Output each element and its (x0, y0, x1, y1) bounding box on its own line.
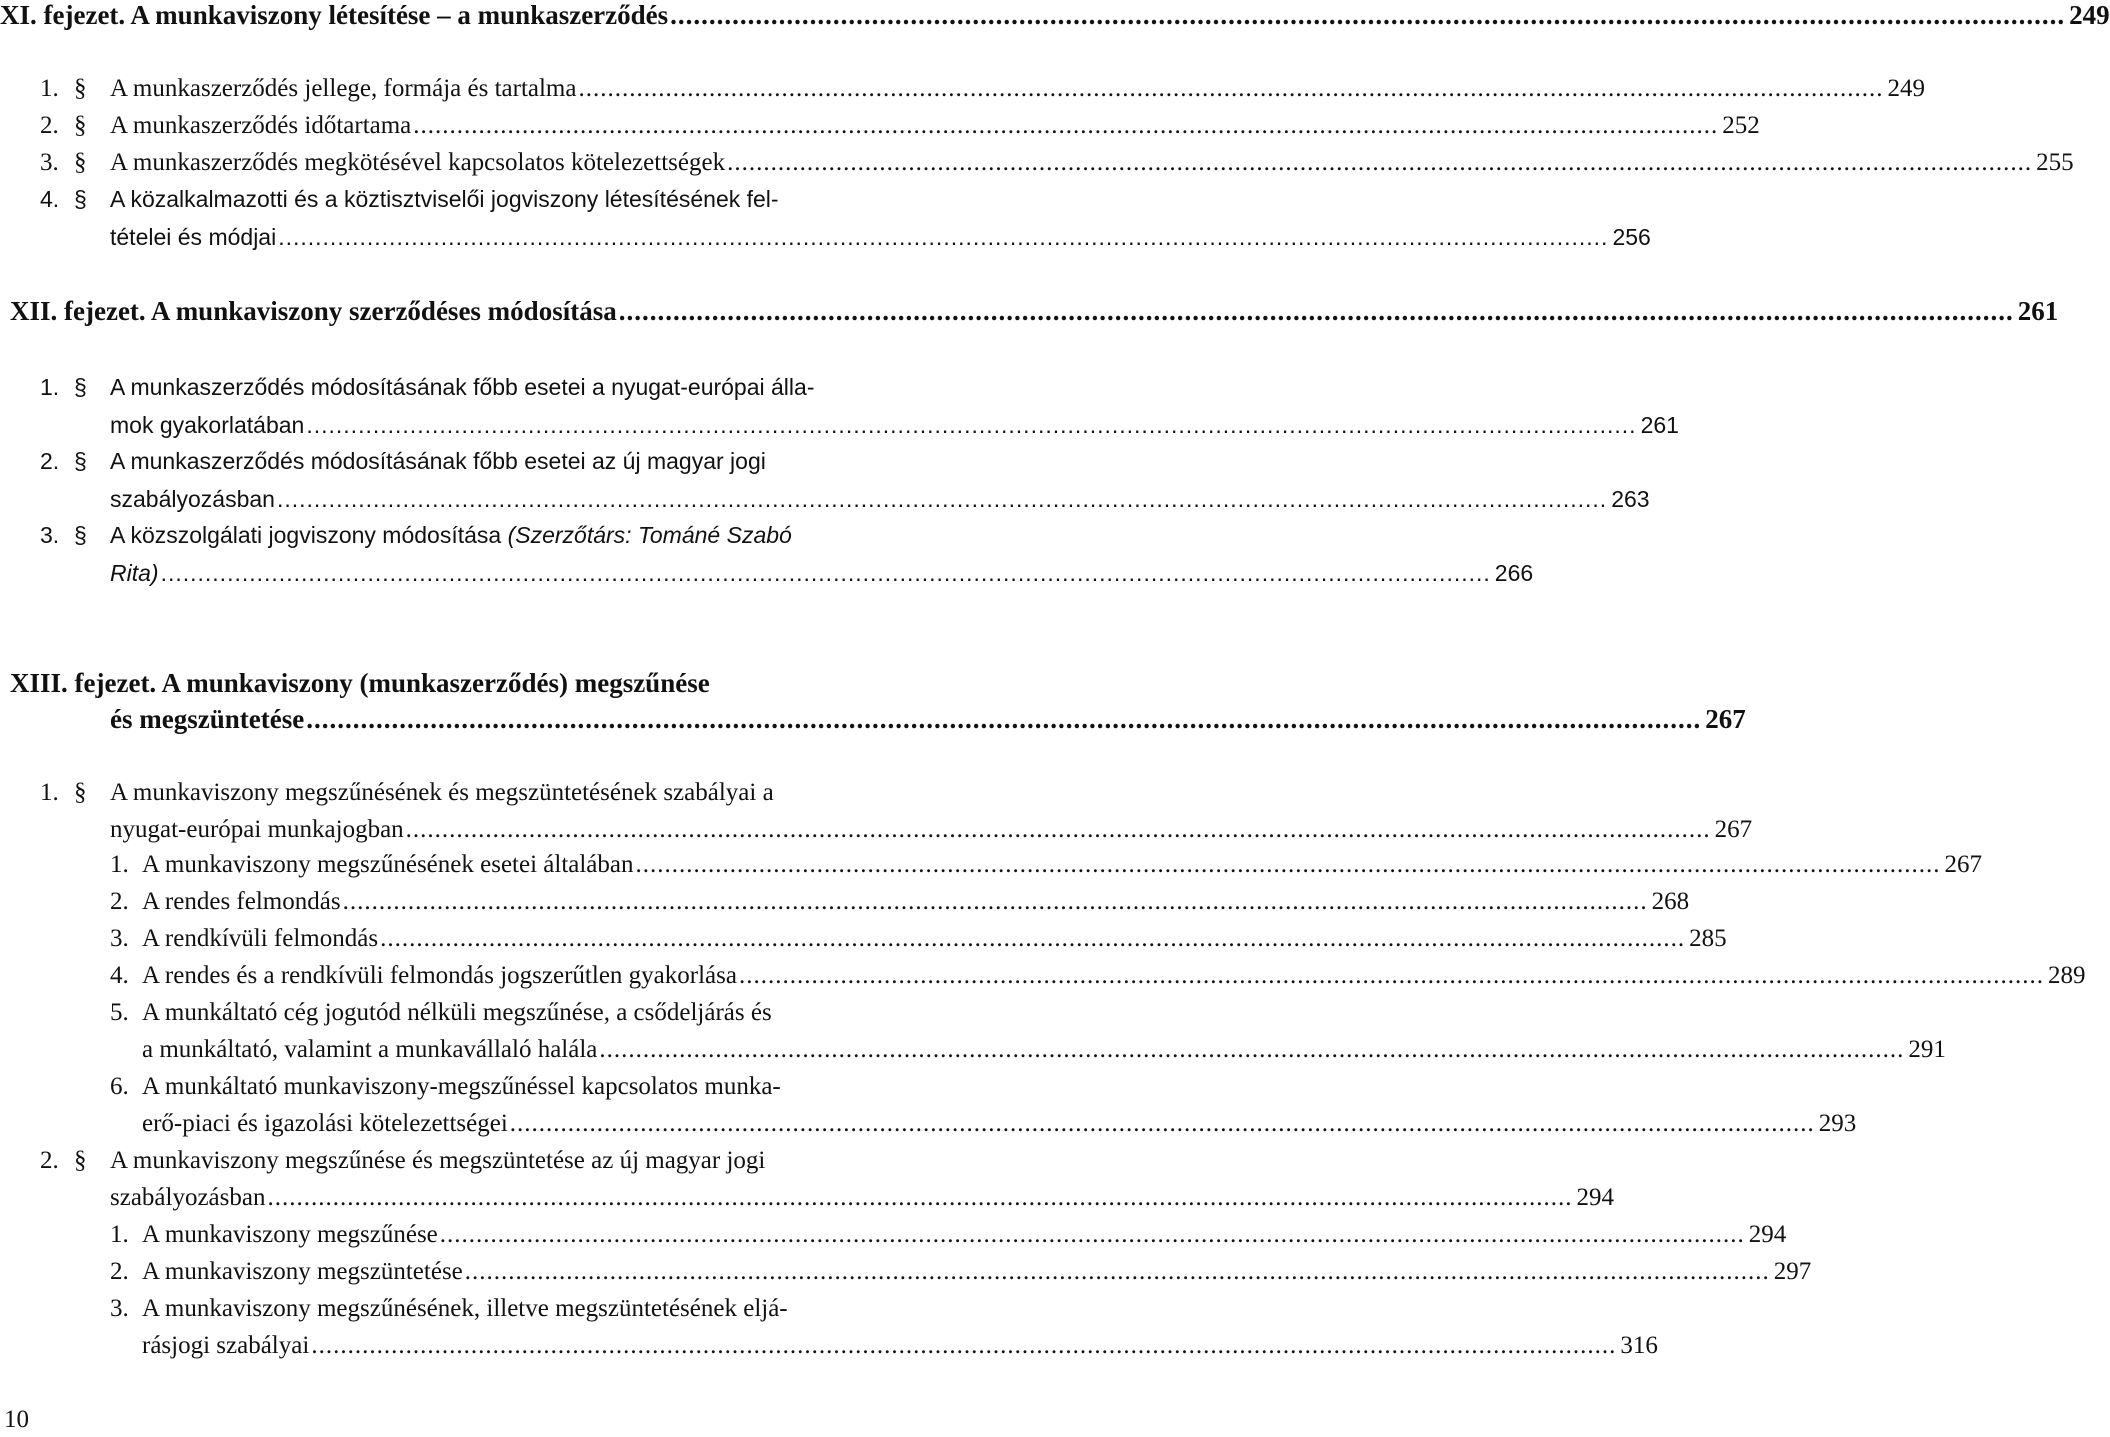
subsection-number: 1. (110, 1221, 129, 1248)
section-sign: § (74, 522, 87, 548)
section-title-line-2: szabályozásban (110, 486, 275, 512)
subsection-number: 2. (110, 1258, 129, 1285)
section-title: A munkaszerződés megkötésével kapcsolatos kötelezettségek (110, 149, 726, 176)
leader-dots: .................................................................................................................................................................................... (306, 704, 1702, 734)
subsection-number: 6. (110, 1073, 129, 1100)
subsection-page: 293 (1818, 1110, 1857, 1137)
section-sign: § (74, 374, 87, 400)
coauthor-note-line-2: Rita) (110, 560, 159, 586)
section-title-line-2: mok gyakorlatában (110, 412, 305, 438)
leader-dots: .................................................................................................................................................................................... (276, 486, 1608, 512)
subsection-title-line-1: A munkaviszony megszűnésének, illetve megszüntetésének eljá- (142, 1295, 788, 1322)
subsection-page: 316 (1620, 1332, 1658, 1359)
section-page: 255 (2036, 149, 2074, 176)
section-title-line-1: A munkaviszony megszűnése és megszüntetése az új magyar jogi (110, 1147, 766, 1174)
section-number: 1. (40, 374, 60, 400)
leader-dots: .................................................................................................................................................................................... (306, 412, 1637, 438)
chapter-12-heading (10, 296, 2059, 327)
subsection-title: A munkaviszony megszűnése (142, 1221, 438, 1248)
chapter-12-page: 261 (2017, 296, 2059, 326)
chapter-13-page: 267 (1705, 704, 1746, 734)
leader-dots: .................................................................................................................................................................................... (160, 560, 1491, 586)
subsection-title-line-2: a munkáltató, valamint a munkavállaló halála (142, 1036, 598, 1063)
leader-dots: .................................................................................................................................................................................... (738, 962, 2044, 989)
subsection-page: 267 (1944, 851, 1983, 878)
section-sign: § (74, 149, 87, 176)
section-page: 267 (1714, 816, 1753, 843)
subsection-title: A munkaviszony megszűnésének esetei általában (142, 851, 634, 878)
leader-dots: .................................................................................................................................................................................... (311, 1332, 1617, 1359)
subsection-page: 268 (1651, 888, 1690, 915)
subsection-page: 285 (1689, 925, 1727, 952)
chapter-13-heading (110, 704, 1746, 735)
section-number: 4. (40, 186, 60, 212)
leader-dots: .................................................................................................................................................................................... (380, 925, 1686, 952)
section-sign: § (74, 186, 87, 212)
subsection-page: 297 (1773, 1258, 1812, 1285)
subsection-title-line-2: erő-piaci és igazolási kötelezettségei (142, 1110, 508, 1137)
section-page: 252 (1722, 112, 1760, 139)
section-sign: § (74, 112, 87, 139)
leader-dots: .................................................................................................................................................................................... (267, 1184, 1573, 1211)
subsection-page: 291 (1908, 1036, 1946, 1063)
leader-dots: .................................................................................................................................................................................... (599, 1036, 1905, 1063)
subsection-title: A rendkívüli felmondás (142, 925, 379, 952)
section-page: 249 (1887, 75, 1925, 102)
subsection-page: 289 (2047, 962, 2086, 989)
subsection-page: 294 (1748, 1221, 1787, 1248)
section-title-line-2: szabályozásban (110, 1184, 266, 1211)
leader-dots: .................................................................................................................................................................................... (578, 75, 1884, 102)
section-title: A munkaszerződés jellege, formája és tartalma (110, 75, 577, 102)
leader-dots: .................................................................................................................................................................................... (670, 0, 2066, 30)
subsection-title: A rendes és a rendkívüli felmondás jogszerűtlen gyakorlása (142, 962, 737, 989)
section-sign: § (74, 779, 87, 806)
subsection-number: 3. (110, 1295, 129, 1322)
section-sign: § (74, 75, 87, 102)
section-sign: § (74, 1147, 87, 1174)
section-page: 256 (1612, 224, 1651, 250)
section-title: A munkaszerződés időtartama (110, 112, 412, 139)
section-title-line-1: A közszolgálati jogviszony módosítása (110, 522, 508, 548)
leader-dots: .................................................................................................................................................................................... (413, 112, 1719, 139)
leader-dots: .................................................................................................................................................................................... (405, 816, 1711, 843)
leader-dots: .................................................................................................................................................................................... (635, 851, 1941, 878)
section-number: 2. (40, 1147, 59, 1174)
leader-dots: .................................................................................................................................................................................... (727, 149, 2033, 176)
section-page: 263 (1611, 486, 1650, 512)
chapter-11-title: XI. fejezet. A munkaviszony létesítése – a munkaszerződés (0, 0, 669, 30)
section-page: 266 (1494, 560, 1534, 586)
section-sign: § (74, 448, 87, 474)
subsection-title: A rendes felmondás (142, 888, 341, 915)
chapter-11-heading (0, 0, 2110, 31)
chapter-13-title-line-2: és megszüntetése (110, 704, 305, 734)
chapter-13-title-line-1: XIII. fejezet. A munkaviszony (munkaszerződés) megszűnése (10, 668, 710, 698)
subsection-title-line-1: A munkáltató cég jogutód nélküli megszűnése, a csődeljárás és (142, 999, 772, 1026)
section-title-line-1: A közalkalmazotti és a köztisztviselői jogviszony létesítésének fel- (110, 186, 779, 212)
subsection-number: 4. (110, 962, 129, 989)
leader-dots: .................................................................................................................................................................................... (439, 1221, 1745, 1248)
leader-dots: .................................................................................................................................................................................... (464, 1258, 1770, 1285)
leader-dots: .................................................................................................................................................................................... (509, 1110, 1815, 1137)
section-title-line-2: nyugat-európai munkajogban (110, 816, 404, 843)
section-title-line-1: A munkaszerződés módosításának főbb esetei az új magyar jogi (110, 448, 766, 474)
subsection-number: 5. (110, 999, 129, 1026)
subsection-title: A munkaviszony megszüntetése (142, 1258, 463, 1285)
subsection-title-line-2: rásjogi szabályai (142, 1332, 310, 1359)
section-page: 261 (1640, 412, 1679, 438)
subsection-title-line-1: A munkáltató munkaviszony-megszűnéssel kapcsolatos munka- (142, 1073, 781, 1100)
section-title-line-1: A munkaviszony megszűnésének és megszüntetésének szabályai a (110, 779, 774, 806)
section-page: 294 (1576, 1184, 1614, 1211)
coauthor-note: (Szerzőtárs: Tománé Szabó (507, 522, 792, 548)
chapter-12-title: XII. fejezet. A munkaviszony szerződéses módosítása (10, 296, 617, 326)
leader-dots: .................................................................................................................................................................................... (342, 888, 1648, 915)
section-number: 2. (40, 112, 59, 139)
section-title-line-2: tételei és módjai (110, 224, 277, 250)
section-number: 1. (40, 75, 59, 102)
leader-dots: .................................................................................................................................................................................... (618, 296, 2014, 326)
subsection-number: 3. (110, 925, 129, 952)
section-number: 3. (40, 149, 59, 176)
page-number: 10 (4, 1406, 29, 1433)
section-number: 2. (40, 448, 60, 474)
section-number: 1. (40, 779, 59, 806)
chapter-11-page: 249 (2069, 0, 2110, 30)
section-title-line-1: A munkaszerződés módosításának főbb esetei a nyugat-európai álla- (110, 374, 815, 400)
subsection-number: 1. (110, 851, 129, 878)
leader-dots: .................................................................................................................................................................................... (278, 224, 1609, 250)
subsection-number: 2. (110, 888, 129, 915)
section-number: 3. (40, 522, 60, 548)
